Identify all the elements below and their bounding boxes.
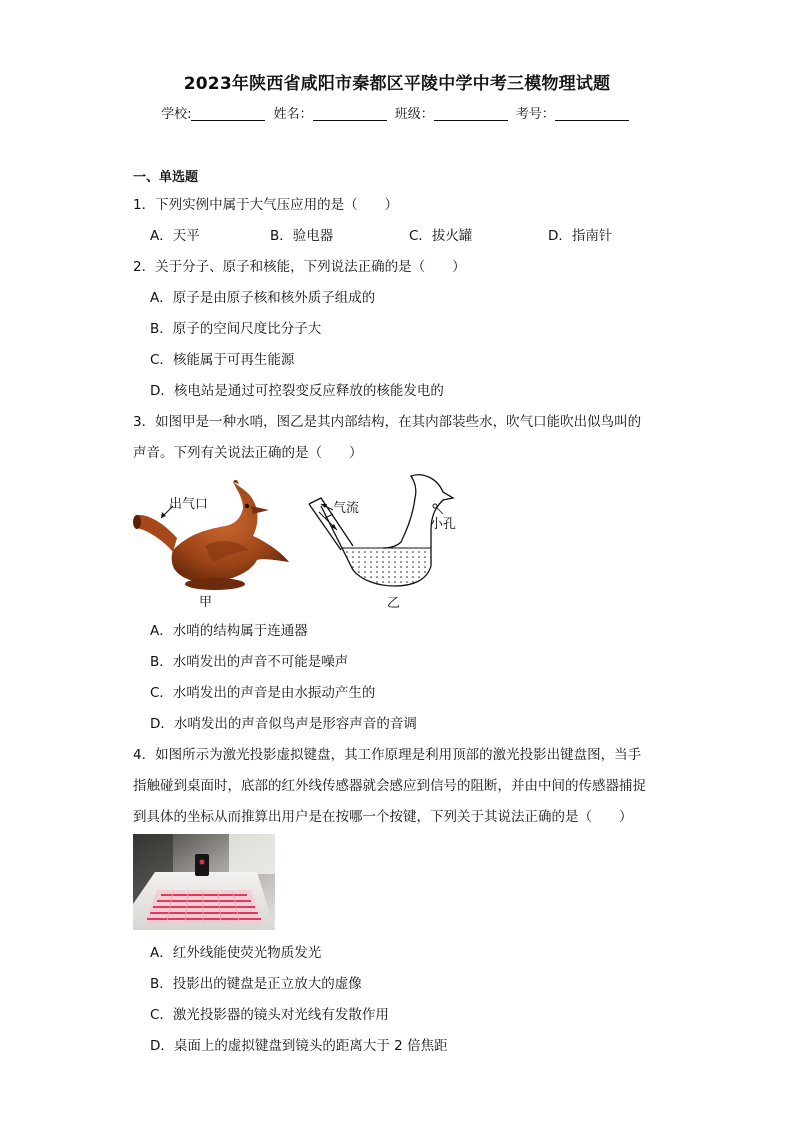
q2-option-c: C．核能属于可再生能源: [150, 352, 295, 368]
q4-stem-line2: 指触碰到桌面时，底部的红外线传感器就会感应到信号的阻断，并由中间的传感器捕捉: [133, 778, 646, 794]
q3-option-b: B．水哨发出的声音不可能是噪声: [150, 654, 349, 670]
bird-whistle-photo: [133, 480, 293, 592]
name-label: 姓名：: [273, 107, 313, 122]
q1-option-b: B．验电器: [270, 228, 334, 244]
section-heading: 一、单选题: [133, 170, 199, 185]
q1-option-a: A．天平: [150, 228, 200, 244]
q4-option-c: C．激光投影器的镜头对光线有发散作用: [150, 1007, 389, 1023]
q4-stem-line1: 4．如图所示为激光投影虚拟键盘，其工作原理是利用顶部的激光投影出键盘图，当手: [133, 747, 642, 763]
q4-option-d: D．桌面上的虚拟键盘到镜头的距离大于 2 倍焦距: [150, 1038, 448, 1054]
airflow-label: 气流: [333, 501, 360, 516]
hole-label: 小孔: [430, 517, 457, 532]
figure-a-caption: 甲: [199, 595, 213, 610]
class-label: 班级：: [394, 107, 434, 122]
class-blank: [434, 106, 508, 121]
school-label: 学校:: [161, 107, 192, 122]
name-blank: [313, 106, 387, 121]
student-info-row: [0, 103, 794, 122]
q2-option-a: A．原子是由原子核和核外质子组成的: [150, 290, 376, 306]
q3-option-a: A．水哨的结构属于连通器: [150, 623, 308, 639]
q4-stem-line3: 到具体的坐标从而推算出用户是在按哪一个按键，下列关于其说法正确的是（ ）: [133, 809, 633, 825]
q2-option-b: B．原子的空间尺度比分子大: [150, 321, 322, 337]
q2-option-d: D．核电站是通过可控裂变反应释放的核能发电的: [150, 383, 444, 399]
q3-stem-line2: 声音。下列有关说法正确的是（ ）: [133, 445, 363, 461]
outlet-label: 出气口: [169, 497, 209, 512]
q1-option-c: C．拔火罐: [409, 228, 473, 244]
q3-option-d: D．水哨发出的声音似鸟声是形容声音的音调: [150, 716, 417, 732]
q2-stem: 2．关于分子、原子和核能，下列说法正确的是（ ）: [133, 259, 466, 275]
id-label: 考号：: [515, 107, 555, 122]
q4-option-a: A．红外线能使荧光物质发光: [150, 945, 322, 961]
q4-option-b: B．投影出的键盘是正立放大的虚像: [150, 976, 362, 992]
q3-stem-line1: 3．如图甲是一种水哨，图乙是其内部结构，在其内部装些水，吹气口能吹出似鸟叫的: [133, 414, 642, 430]
id-blank: [555, 106, 629, 121]
q1-option-d: D．指南针: [548, 228, 613, 244]
school-blank: [191, 106, 265, 121]
figure-b-caption: 乙: [387, 596, 401, 611]
page-title: 2023年陕西省咸阳市秦都区平陵中学中考三模物理试题: [183, 74, 611, 94]
laser-keyboard-photo: [133, 834, 275, 930]
whistle-structure-diagram: [303, 470, 463, 595]
q1-stem: 1．下列实例中属于大气压应用的是（ ）: [133, 197, 399, 213]
q3-option-c: C．水哨发出的声音是由水振动产生的: [150, 685, 376, 701]
